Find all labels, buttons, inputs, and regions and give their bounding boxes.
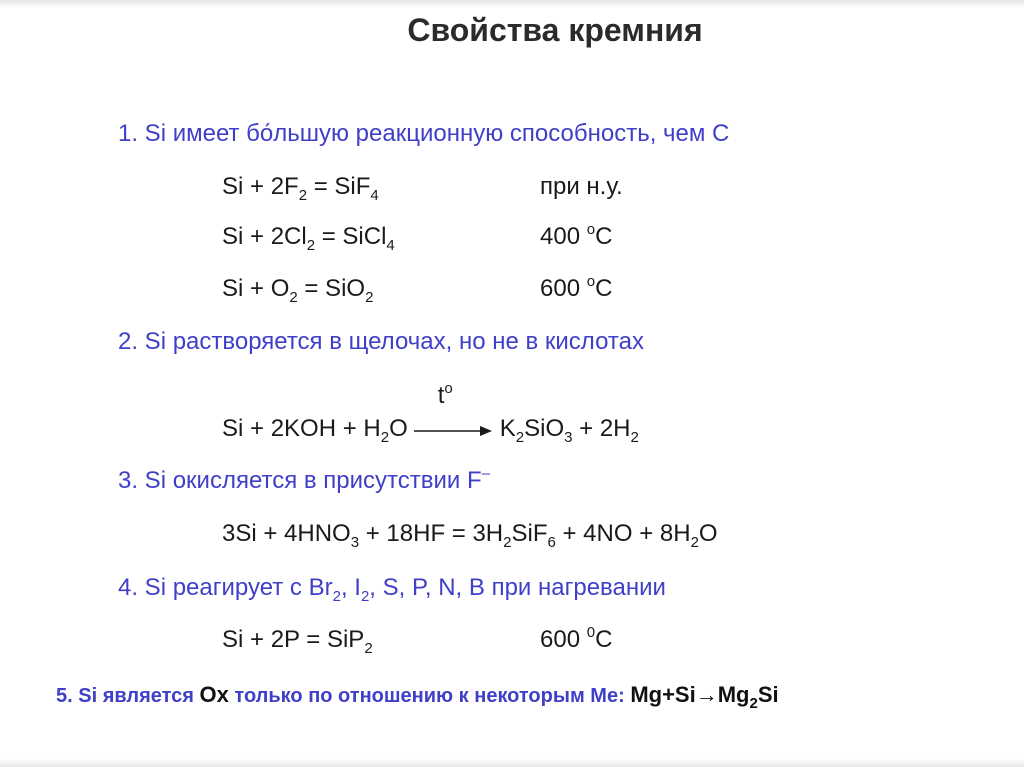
condition-600 xyxy=(540,274,612,304)
point-1-heading: 1. Si имеет бо́льшую реакционную способность, чем С xyxy=(118,120,730,147)
subscript: 2 xyxy=(364,640,373,657)
arrow-right-icon: → xyxy=(695,682,718,707)
temperature-value: 600 xyxy=(540,626,587,653)
reaction-text: Mg xyxy=(717,682,750,707)
degree-mark: 0 xyxy=(586,624,596,641)
reaction-text: SiF xyxy=(511,520,548,547)
heating-label xyxy=(438,381,453,411)
heading-text: , S, P, N, B при нагревании xyxy=(369,574,666,601)
degree-mark: o xyxy=(586,221,596,238)
reaction-text: Si + 2F xyxy=(222,173,299,200)
subscript: 3 xyxy=(564,429,573,446)
subscript: 3 xyxy=(350,534,360,551)
condition-normal: при н.у. xyxy=(540,173,623,200)
heading-text: 4. Si реагирует с Br xyxy=(118,574,333,601)
degree-mark: o xyxy=(444,379,453,397)
subscript: 2 xyxy=(630,429,639,446)
reaction-text: + 4NO + 8H xyxy=(555,520,691,547)
temperature-unit: C xyxy=(595,275,613,302)
heading-text: 3. Si окисляется в присутствии F xyxy=(118,467,482,494)
subscript: 2 xyxy=(515,429,525,446)
subscript: 2 xyxy=(690,534,699,551)
slide-top-edge xyxy=(0,0,1024,8)
point-2-heading: 2. Si растворяется в щелочах, но не в кислотах xyxy=(118,328,644,355)
condition-400 xyxy=(540,222,612,252)
reaction-si-hno3 xyxy=(222,519,718,549)
heading-text: 5. Si является xyxy=(56,685,200,707)
reaction-text: Si + O xyxy=(222,275,290,302)
reaction-text: O xyxy=(389,415,408,442)
reaction-text: Si + 2P = SiP xyxy=(222,626,365,653)
subscript: 2 xyxy=(749,695,758,712)
slide-title: Свойства кремния xyxy=(407,12,703,48)
temperature-value: 600 xyxy=(540,275,587,302)
reaction-text: = SiO xyxy=(297,275,366,302)
heating-symbol: t xyxy=(437,381,445,409)
reaction-si-p xyxy=(222,625,373,655)
point-4-heading xyxy=(118,573,666,603)
reaction-text: = SiCl xyxy=(315,223,387,250)
temperature-unit: C xyxy=(595,223,613,250)
subscript: 4 xyxy=(386,237,395,254)
subscript: 2 xyxy=(360,588,370,605)
subscript: 2 xyxy=(503,534,512,551)
arrow-right-icon xyxy=(414,425,492,437)
reaction-text: + 18HF = 3H xyxy=(359,520,504,547)
reaction-text: K xyxy=(499,415,516,442)
subscript: 2 xyxy=(365,289,374,306)
oxidizer-label: Ox xyxy=(199,682,229,707)
subscript: 2 xyxy=(380,429,390,446)
reaction-text: + 2H xyxy=(572,415,631,442)
degree-mark: o xyxy=(586,273,596,290)
reaction-text: SiO xyxy=(524,415,565,442)
reaction-text: O xyxy=(698,520,718,547)
temperature-value: 400 xyxy=(540,223,587,250)
subscript: 2 xyxy=(298,187,308,204)
subscript: 2 xyxy=(306,237,316,254)
reaction-si-f2 xyxy=(222,172,379,202)
point-5-heading xyxy=(56,680,779,711)
reaction-mg-si xyxy=(630,682,779,712)
reaction-text: Si + 2Cl xyxy=(222,223,307,250)
subscript: 6 xyxy=(547,534,556,551)
slide-bottom-edge xyxy=(0,759,1024,767)
reaction-text: Mg+Si xyxy=(630,682,696,707)
temperature-unit: C xyxy=(595,626,613,653)
reaction-si-cl2 xyxy=(222,222,395,252)
condition-600-p xyxy=(540,625,612,655)
superscript: – xyxy=(481,465,490,482)
subscript: 2 xyxy=(332,588,341,605)
heading-text: , I xyxy=(340,574,361,601)
subscript: 2 xyxy=(289,289,298,306)
reaction-text: Si + 2KOH + H xyxy=(222,415,381,442)
reaction-si-o2 xyxy=(222,274,373,304)
point-3-heading xyxy=(118,466,490,496)
reaction-text: Si xyxy=(757,682,779,707)
reaction-si-koh xyxy=(222,379,639,446)
reaction-text: = SiF xyxy=(307,173,371,200)
reaction-text: 3Si + 4HNO xyxy=(222,520,351,547)
heading-text: только по отношению к некоторым Ме: xyxy=(228,685,631,707)
subscript: 4 xyxy=(370,187,379,204)
reaction-arrow xyxy=(414,379,494,445)
